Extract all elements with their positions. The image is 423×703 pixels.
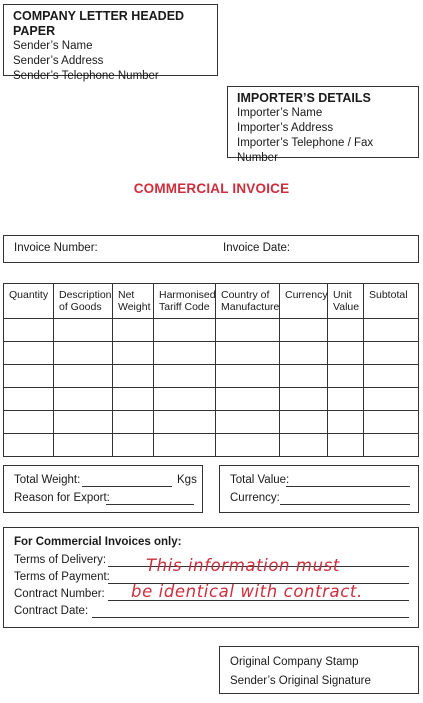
goods-table-cell[interactable] [154,319,216,342]
goods-table-cell[interactable] [216,342,280,365]
goods-table-cell[interactable] [216,434,280,457]
goods-table-header-cell [328,284,364,319]
goods-table-row [4,365,419,388]
goods-table-cell[interactable] [216,319,280,342]
goods-table-cell[interactable] [154,365,216,388]
goods-table-header-cell [154,284,216,319]
sender-box-title: COMPANY LETTER HEADED PAPER [13,9,185,38]
goods-table-header-text: Value [333,301,360,313]
goods-table-cell[interactable] [328,434,364,457]
goods-table-cell[interactable] [364,434,419,457]
contract-date-line[interactable] [92,617,409,618]
goods-table-header-row [4,284,419,319]
goods-table-cell[interactable] [54,388,113,411]
goods-table-cell[interactable] [328,319,364,342]
goods-table-cell[interactable] [280,319,328,342]
goods-table-header-text: Harmonised [159,289,216,301]
goods-table-header-text: Subtotal [369,289,408,301]
invoice-date-label: Invoice Date: [223,242,291,254]
reason-for-export-label: Reason for Export: [14,492,110,504]
importer-name: Importer’s Name [237,107,323,119]
importer-box-title: IMPORTER’S DETAILS [237,91,371,105]
goods-table-cell[interactable] [364,411,419,434]
goods-table-header-text: Manufacture [221,301,280,313]
terms-of-payment-label: Terms of Payment: [14,571,110,583]
goods-table-header-cell [4,284,54,319]
goods-table-header-text: Unit [333,289,352,301]
goods-table-cell[interactable] [280,411,328,434]
goods-table-cell[interactable] [280,434,328,457]
goods-table-cell[interactable] [280,342,328,365]
document-title: COMMERCIAL INVOICE [133,181,290,196]
importer-details-box [227,86,419,164]
goods-table [3,283,419,452]
importer-address: Importer’s Address [237,122,334,134]
goods-table-cell[interactable] [113,411,154,434]
stamp-signature-box [219,646,419,694]
currency-line[interactable] [280,504,410,505]
goods-table-header-cell [216,284,280,319]
goods-table-cell[interactable] [4,365,54,388]
invoice-number-label: Invoice Number: [14,242,98,254]
goods-table-cell[interactable] [113,434,154,457]
sender-telephone: Sender’s Telephone Number [13,70,159,82]
goods-table-cell[interactable] [280,388,328,411]
goods-table-row [4,342,419,365]
goods-table-cell[interactable] [364,388,419,411]
goods-table-header-text: Quantity [9,289,49,301]
currency-label: Currency: [230,492,280,504]
goods-table-row [4,434,419,457]
goods-table-header-cell [364,284,419,319]
sender-details-box [3,4,218,82]
handwritten-note-line-1: This information must [146,556,340,575]
goods-table-cell[interactable] [54,319,113,342]
goods-table-cell[interactable] [113,319,154,342]
goods-table-cell[interactable] [4,342,54,365]
goods-table-cell[interactable] [328,365,364,388]
goods-table-cell[interactable] [54,365,113,388]
goods-table-cell[interactable] [328,388,364,411]
goods-table-cell[interactable] [54,411,113,434]
goods-table-header-text: Currency [285,289,328,301]
goods-table-header-text: Country of [221,289,270,301]
contract-number-label: Contract Number: [14,588,105,600]
handwritten-note-line-2: be identical with contract. [131,582,363,601]
commercial-terms-box [3,527,419,628]
goods-table-cell[interactable] [364,342,419,365]
goods-table-row [4,319,419,342]
goods-table-cell[interactable] [4,388,54,411]
goods-table-cell[interactable] [364,365,419,388]
weight-export-box [3,465,203,513]
goods-table-cell[interactable] [4,319,54,342]
goods-table-header-text: Weight [118,301,151,313]
goods-table-header-cell [280,284,328,319]
goods-table-cell[interactable] [280,365,328,388]
sender-address: Sender’s Address [13,55,104,67]
goods-table-cell[interactable] [216,365,280,388]
goods-table-cell[interactable] [328,342,364,365]
goods-table-cell[interactable] [4,434,54,457]
goods-table-header-cell [54,284,113,319]
weight-unit-label: Kgs [177,474,197,486]
goods-table-cell[interactable] [216,411,280,434]
goods-table-cell[interactable] [154,411,216,434]
goods-table-row [4,411,419,434]
invoice-number-date-box [3,235,419,263]
goods-table-cell[interactable] [113,388,154,411]
goods-table-header-text: of Goods [59,301,102,313]
goods-table-cell[interactable] [328,411,364,434]
goods-table-cell[interactable] [154,342,216,365]
sender-signature-label: Sender’s Original Signature [230,675,371,687]
goods-table-cell[interactable] [154,434,216,457]
total-weight-label: Total Weight: [14,474,81,486]
goods-table-cell[interactable] [216,388,280,411]
importer-telephone: Importer’s Telephone / Fax Number [237,137,374,164]
goods-table-header-cell [113,284,154,319]
company-stamp-label: Original Company Stamp [230,656,359,668]
sender-name: Sender’s Name [13,40,93,52]
goods-table-cell[interactable] [364,319,419,342]
goods-table-row [4,388,419,411]
total-weight-line[interactable] [82,486,172,487]
terms-of-delivery-label: Terms of Delivery: [14,554,107,566]
goods-table-cell[interactable] [54,434,113,457]
goods-table-cell[interactable] [54,342,113,365]
goods-table-cell[interactable] [4,411,54,434]
contract-date-label: Contract Date: [14,605,89,617]
total-value-line[interactable] [286,486,410,487]
goods-table-cell[interactable] [113,365,154,388]
commercial-box-title: For Commercial Invoices only: [14,536,182,548]
goods-table-header-text: Description [59,289,112,301]
reason-for-export-line[interactable] [106,504,194,505]
total-value-label: Total Value: [230,474,290,486]
goods-table-header-text: Net [118,289,135,301]
goods-table-cell[interactable] [113,342,154,365]
goods-table-cell[interactable] [154,388,216,411]
value-currency-box [219,465,419,513]
goods-table-header-text: Tariff Code [159,301,210,313]
